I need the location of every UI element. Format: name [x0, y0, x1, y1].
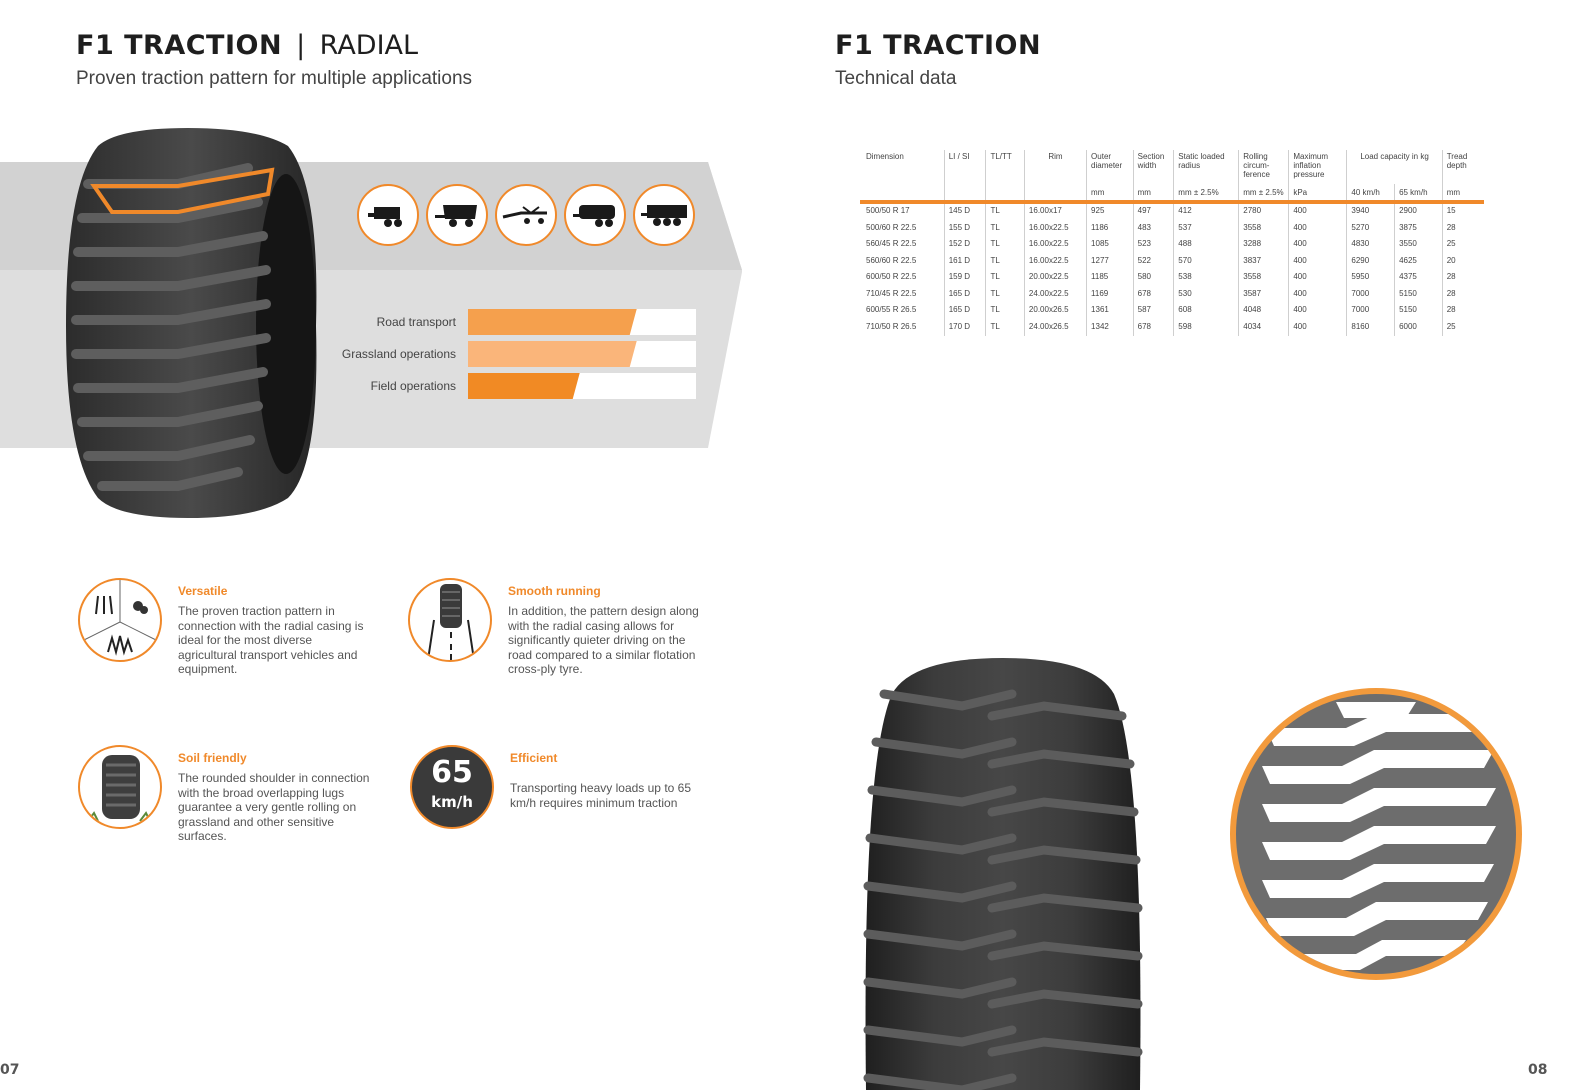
rating-fill [468, 373, 580, 399]
feature-text: In addition, the pattern design along with the radial casing allows for significantly quieter driving on the road compared to a similar flotation cross-ply tyre. [508, 604, 699, 676]
table-cell: 25 [1442, 320, 1484, 337]
table-cell: 7000 [1347, 287, 1395, 304]
table-cell: 16.00x17 [1024, 202, 1086, 221]
rating-track [468, 373, 696, 399]
table-cell: 159 D [944, 270, 986, 287]
feature-versatile [78, 578, 408, 676]
rating-track [468, 309, 696, 335]
table-cell: 28 [1442, 270, 1484, 287]
table-header-row [860, 150, 1484, 184]
table-cell: 538 [1174, 270, 1239, 287]
tyre-side-image [58, 126, 320, 520]
table-cell: 2900 [1395, 202, 1443, 221]
unit-cell [1024, 184, 1086, 202]
table-cell: 1085 [1087, 237, 1134, 254]
table-cell: 1361 [1087, 303, 1134, 320]
table-cell: 5150 [1395, 303, 1443, 320]
table-cell: 1277 [1087, 254, 1134, 271]
header-static-loaded-radius: Static loaded radius [1174, 150, 1239, 184]
table-cell: 497 [1133, 202, 1174, 221]
table-cell: 400 [1289, 303, 1347, 320]
table-cell: TL [986, 221, 1024, 238]
feature-text: The rounded shoulder in connection with the broad overlapping lugs guarantee a very gentle rolling on grassland and other sensitive surfaces. [178, 771, 370, 843]
table-cell: 5270 [1347, 221, 1395, 238]
table-cell: 5150 [1395, 287, 1443, 304]
feature-title: Soil friendly [178, 751, 247, 765]
table-cell: 155 D [944, 221, 986, 238]
feature-title: Smooth running [508, 584, 601, 598]
rating-road-transport [300, 309, 696, 335]
feature-soil-friendly [78, 745, 408, 843]
table-cell: 522 [1133, 254, 1174, 271]
table-cell: 400 [1289, 202, 1347, 221]
unit-cell: 65 km/h [1395, 184, 1443, 202]
table-cell: 4048 [1239, 303, 1289, 320]
table-cell: TL [986, 237, 1024, 254]
table-cell: TL [986, 287, 1024, 304]
feature-text: Transporting heavy loads up to 65 km/h requires minimum traction [510, 781, 692, 810]
left-page-title-block [76, 30, 418, 61]
table-cell: 170 D [944, 320, 986, 337]
application-icons-row [357, 184, 695, 246]
baler-icon [357, 184, 419, 246]
table-cell: 161 D [944, 254, 986, 271]
speed-unit: km/h [431, 793, 473, 811]
table-cell: 28 [1442, 221, 1484, 238]
right-page-title: F1 TRACTION [835, 30, 1042, 61]
table-cell: 3558 [1239, 221, 1289, 238]
tyre-front-image [862, 654, 1144, 1090]
table-cell: 16.00x22.5 [1024, 237, 1086, 254]
rating-fill [468, 309, 637, 335]
table-cell: 20 [1442, 254, 1484, 271]
table-cell: 537 [1174, 221, 1239, 238]
table-cell: 165 D [944, 287, 986, 304]
table-cell: 600/55 R 26.5 [866, 305, 917, 314]
terrain-mix-icon [78, 578, 162, 662]
table-cell: 3550 [1395, 237, 1443, 254]
table-cell: 400 [1289, 221, 1347, 238]
feature-text: The proven traction pattern in connection with the radial casing is ideal for the most diverse agricultural transport vehicles and equipment. [178, 604, 364, 676]
slurry-tanker-icon [564, 184, 626, 246]
table-cell: 587 [1133, 303, 1174, 320]
tandem-trailer-icon [633, 184, 695, 246]
table-cell: 570 [1174, 254, 1239, 271]
rating-field-operations [300, 373, 696, 399]
table-cell: 412 [1174, 202, 1239, 221]
table-cell: TL [986, 254, 1024, 271]
table-cell: 1169 [1087, 287, 1134, 304]
table-cell: 24.00x22.5 [1024, 287, 1086, 304]
technical-data-table [860, 150, 1484, 336]
table-cell: 4625 [1395, 254, 1443, 271]
unit-cell: mm [1442, 184, 1484, 202]
table-cell: 24.00x26.5 [1024, 320, 1086, 337]
title-separator: | [296, 30, 306, 61]
feature-title: Versatile [178, 584, 228, 598]
unit-cell [860, 184, 944, 202]
tyre-on-grass-icon [78, 745, 162, 829]
table-cell: 145 D [944, 202, 986, 221]
table-cell: TL [986, 320, 1024, 337]
table-cell: 400 [1289, 237, 1347, 254]
header-max-inflation-pressure: Maximum inflation pressure [1289, 150, 1347, 184]
rating-label: Field operations [370, 379, 456, 393]
table-cell: 6000 [1395, 320, 1443, 337]
rating-grassland-operations [300, 341, 696, 367]
table-cell: 4375 [1395, 270, 1443, 287]
unit-cell: mm [1087, 184, 1134, 202]
header-rim: Rim [1024, 150, 1086, 184]
table-cell: 20.00x22.5 [1024, 270, 1086, 287]
table-row [860, 320, 1484, 337]
header-outer-diameter: Outer diameter [1087, 150, 1134, 184]
feature-efficient [410, 745, 740, 835]
header-load-capacity: Load capacity in kg [1347, 150, 1442, 184]
speed-value: 65 [431, 755, 473, 790]
table-cell: 3940 [1347, 202, 1395, 221]
table-cell: 4034 [1239, 320, 1289, 337]
tread-detail-image [1226, 684, 1526, 984]
table-cell: 1342 [1087, 320, 1134, 337]
header-tl-tt: TL/TT [986, 150, 1024, 184]
speed-65-icon [410, 745, 494, 829]
table-cell: 165 D [944, 303, 986, 320]
table-cell: 20.00x26.5 [1024, 303, 1086, 320]
table-cell: 28 [1442, 303, 1484, 320]
table-cell: 598 [1174, 320, 1239, 337]
cultivator-icon [495, 184, 557, 246]
unit-cell [986, 184, 1024, 202]
table-cell: 28 [1442, 287, 1484, 304]
table-cell: 678 [1133, 320, 1174, 337]
header-section-width: Section width [1133, 150, 1174, 184]
left-page-subtitle: Proven traction pattern for multiple applications [76, 68, 473, 89]
table-cell: 580 [1133, 270, 1174, 287]
table-cell: 3587 [1239, 287, 1289, 304]
table-cell: 3837 [1239, 254, 1289, 271]
table-cell: 25 [1442, 237, 1484, 254]
feature-smooth-running [408, 578, 738, 676]
table-cell: 152 D [944, 237, 986, 254]
table-cell: 400 [1289, 254, 1347, 271]
table-cell: 488 [1174, 237, 1239, 254]
table-cell: 5950 [1347, 270, 1395, 287]
unit-cell: mm ± 2.5% [1239, 184, 1289, 202]
unit-cell: kPa [1289, 184, 1347, 202]
unit-cell: mm ± 2.5% [1174, 184, 1239, 202]
table-cell: 16.00x22.5 [1024, 221, 1086, 238]
table-cell: 400 [1289, 320, 1347, 337]
header-dimension: Dimension [866, 152, 904, 161]
table-cell: 15 [1442, 202, 1484, 221]
table-cell: 483 [1133, 221, 1174, 238]
table-cell: 710/45 R 22.5 [866, 288, 917, 298]
unit-cell: 40 km/h [1347, 184, 1395, 202]
table-row [860, 237, 1484, 254]
header-tread-depth: Tread depth [1442, 150, 1484, 184]
table-cell: 8160 [1347, 320, 1395, 337]
table-cell: 500/50 R 17 [866, 206, 910, 215]
page-number-left: 07 [0, 1062, 20, 1078]
table-body [860, 202, 1484, 336]
table-cell: 523 [1133, 237, 1174, 254]
table-cell: TL [986, 270, 1024, 287]
right-page-subtitle: Technical data [835, 68, 957, 89]
tyre-on-road-icon [408, 578, 492, 662]
table-row [860, 254, 1484, 271]
table-row [860, 303, 1484, 320]
table-cell: 560/60 R 22.5 [866, 255, 917, 265]
table-cell: 925 [1087, 202, 1134, 221]
table-cell: 608 [1174, 303, 1239, 320]
rating-label: Grassland operations [341, 347, 456, 361]
table-cell: 7000 [1347, 303, 1395, 320]
table-cell: 6290 [1347, 254, 1395, 271]
left-page-title: F1 TRACTION [76, 30, 283, 61]
table-row [860, 221, 1484, 238]
table-cell: 400 [1289, 270, 1347, 287]
left-page-title-suffix: RADIAL [319, 30, 419, 61]
unit-cell: mm [1133, 184, 1174, 202]
table-cell: 1186 [1087, 221, 1134, 238]
table-cell: 500/60 R 22.5 [866, 222, 917, 232]
page-number-right: 08 [1528, 1062, 1548, 1078]
table-units-row [860, 184, 1484, 202]
table-cell: 4830 [1347, 237, 1395, 254]
table-cell: TL [986, 303, 1024, 320]
table-cell: 400 [1289, 287, 1347, 304]
table-cell: 3288 [1239, 237, 1289, 254]
rating-fill [468, 341, 637, 367]
trailer-icon [426, 184, 488, 246]
table-cell: 3558 [1239, 270, 1289, 287]
rating-label: Road transport [376, 315, 456, 329]
table-cell: 710/50 R 26.5 [866, 321, 917, 331]
table-cell: 1185 [1087, 270, 1134, 287]
table-cell: 16.00x22.5 [1024, 254, 1086, 271]
feature-title: Efficient [510, 751, 558, 765]
table-cell: 678 [1133, 287, 1174, 304]
header-li-si: LI / SI [944, 150, 986, 184]
header-rolling-circumference: Rolling circum-ference [1239, 150, 1289, 184]
table-cell: 3875 [1395, 221, 1443, 238]
table-cell: 530 [1174, 287, 1239, 304]
rating-track [468, 341, 696, 367]
table-row [860, 287, 1484, 304]
table-cell: TL [986, 202, 1024, 221]
rating-bars [300, 309, 696, 405]
unit-cell [944, 184, 986, 202]
table-row [860, 270, 1484, 287]
table-cell: 600/50 R 22.5 [866, 272, 917, 281]
table-cell: 2780 [1239, 202, 1289, 221]
table-row [860, 202, 1484, 221]
table-cell: 560/45 R 22.5 [866, 239, 917, 248]
